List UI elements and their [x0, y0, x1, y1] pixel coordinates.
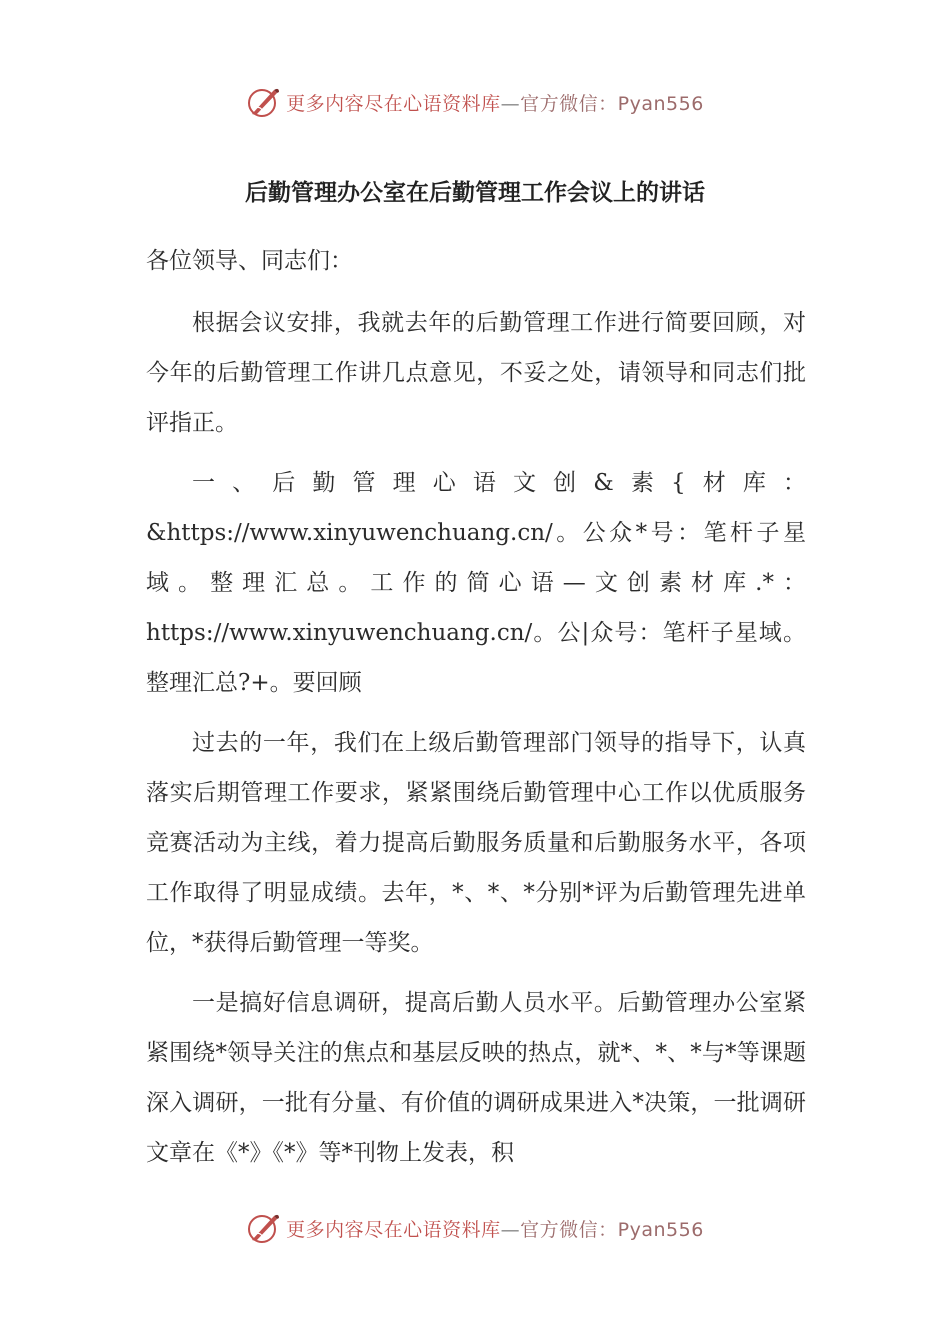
- quill-pen-logo-icon: [246, 1210, 282, 1246]
- banner-text: [286, 89, 704, 116]
- banner-wechat-text: 官方微信：Pyan556: [520, 1218, 704, 1241]
- banner-separator: —: [500, 1218, 521, 1241]
- section-heading-paragraph: 一、后勤管理心语文创&素{材库：&https://www.xinyuwenchuang.cn/。公众*号：笔杆子星域。整理汇总。工作的简心语—文创素材库.*：https://www.xinyuwenchuang.cn/。公|众号：笔杆子星域。整理汇总?+。要回顾: [146, 470, 806, 696]
- salutation: 各位领导、同志们：: [146, 248, 353, 274]
- document-body: [146, 236, 806, 1188]
- banner-text: [286, 1215, 704, 1242]
- paragraph: 过去的一年，我们在上级后勤管理部门领导的指导下，认真落实后期管理工作要求，紧紧围绕后勤管理中心工作以优质服务竞赛活动为主线，着力提高后勤服务质量和后勤服务水平，各项工作取得了明显成绩。去年，*、*、*分别*评为后勤管理先进单位，*获得后勤管理一等奖。: [146, 730, 806, 956]
- paragraph: 根据会议安排，我就去年的后勤管理工作进行简要回顾，对今年的后勤管理工作讲几点意见，不妥之处，请领导和同志们批评指正。: [146, 310, 806, 436]
- header-banner: [0, 82, 950, 122]
- banner-wechat-text: 官方微信：Pyan556: [520, 92, 704, 115]
- quill-pen-logo-icon: [246, 84, 282, 120]
- banner-main-text: 更多内容尽在心语资料库: [286, 92, 501, 115]
- footer-banner: [0, 1208, 950, 1248]
- paragraph: 一是搞好信息调研，提高后勤人员水平。后勤管理办公室紧紧围绕*领导关注的焦点和基层反映的热点，就*、*、*与*等课题深入调研，一批有分量、有价值的调研成果进入*决策，一批调研文章在《*》《*》等*刊物上发表，积: [146, 990, 806, 1166]
- banner-separator: —: [500, 92, 521, 115]
- document-title: 后勤管理办公室在后勤管理工作会议上的讲话: [245, 180, 705, 206]
- banner-main-text: 更多内容尽在心语资料库: [286, 1218, 501, 1241]
